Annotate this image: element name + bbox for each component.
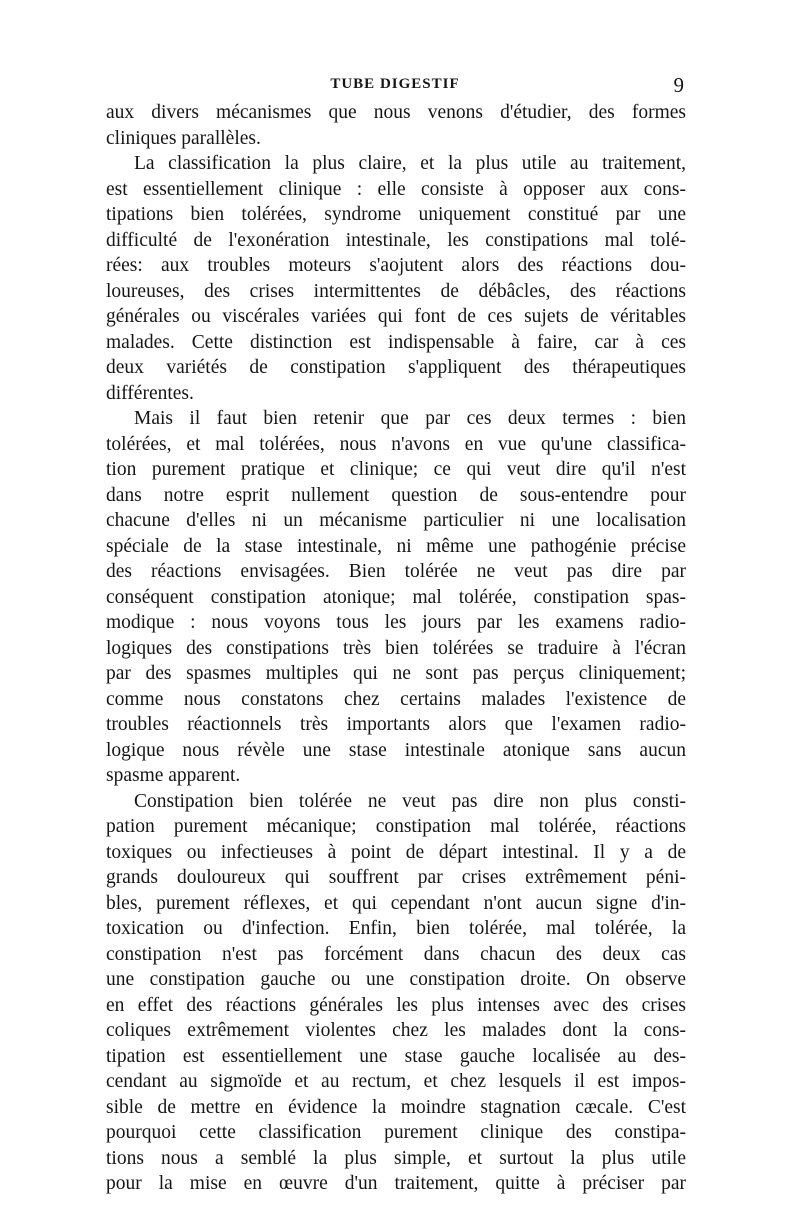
text-line: La classification la plus claire, et la plus utile au traitement,	[134, 153, 686, 174]
text-line: malades. Cette distinction est indispensable à faire, car à ces	[106, 331, 686, 353]
text-line: aux divers mécanismes que nous venons d'étudier, des formes	[106, 102, 686, 123]
text-line: constipation n'est pas forcément dans chacun des deux cas	[106, 943, 686, 965]
text-line: spasme apparent.	[106, 765, 241, 786]
text-line: est essentiellement clinique : elle consiste à opposer aux cons-	[106, 178, 686, 200]
text-line: différentes.	[106, 382, 194, 404]
text-line: bles, purement réflexes, et qui cependant n'ont aucun signe d'in-	[106, 892, 686, 914]
text-line: Mais il faut bien retenir que par ces deux termes : bien	[134, 408, 686, 429]
text-line: dans notre esprit nullement question de sous-entendre pour	[106, 484, 686, 506]
text-line: deux variétés de constipation s'appliquent des thérapeutiques	[106, 357, 686, 378]
text-line: conséquent constipation atonique; mal tolérée, constipation spas-	[106, 586, 686, 608]
text-line: chacune d'elles ni un mécanisme particulier ni une localisation	[106, 510, 686, 531]
text-line: logique nous révèle une stase intestinale atonique sans aucun	[106, 739, 686, 761]
text-line: cendant au sigmoïde et au rectum, et chez lesquels il est impos-	[106, 1071, 686, 1092]
text-line: toxiques ou infectieuses à point de départ intestinal. Il y a de	[106, 841, 686, 863]
text-line: en effet des réactions générales les plus intenses avec des crises	[106, 994, 686, 1016]
text-line: pour la mise en œuvre d'un traitement, quitte à préciser par	[106, 1173, 686, 1194]
text-line: pation purement mécanique; constipation mal tolérée, réactions	[106, 816, 686, 837]
text-line: Constipation bien tolérée ne veut pas dire non plus consti-	[134, 790, 686, 812]
text-line: tipations bien tolérées, syndrome uniquement constitué par une	[106, 204, 686, 225]
text-line: grands douloureux qui souffrent par crises extrêmement péni-	[106, 867, 686, 888]
text-line: sible de mettre en évidence la moindre stagnation cæcale. C'est	[106, 1096, 686, 1118]
text-line: modique : nous voyons tous les jours par les examens radio-	[106, 612, 686, 633]
text-line: tion purement pratique et clinique; ce qui veut dire qu'il n'est	[106, 459, 686, 480]
text-line: tions nous a semblé la plus simple, et surtout la plus utile	[106, 1147, 686, 1169]
text-line: pourquoi cette classification purement clinique des constipa-	[106, 1122, 686, 1143]
text-line: des réactions envisagées. Bien tolérée ne veut pas dire par	[106, 561, 686, 582]
text-line: comme nous constatons chez certains malades l'existence de	[106, 688, 686, 710]
text-line: spéciale de la stase intestinale, ni même une pathogénie précise	[106, 535, 686, 557]
running-title: TUBE DIGESTIF	[330, 76, 460, 92]
body-text	[106, 100, 686, 1197]
text-line: toxication ou d'infection. Enfin, bien tolérée, mal tolérée, la	[106, 918, 686, 939]
text-line: rées: aux troubles moteurs s'aojutent alors des réactions dou-	[106, 255, 686, 276]
running-header	[104, 74, 686, 98]
page-number: 9	[673, 73, 684, 97]
text-line: tolérées, et mal tolérées, nous n'avons en vue qu'une classifica-	[106, 433, 686, 455]
text-line: loureuses, des crises intermittentes de débâcles, des réactions	[106, 280, 686, 302]
text-line: tipation est essentiellement une stase gauche localisée au des-	[106, 1045, 686, 1067]
text-line: coliques extrêmement violentes chez les malades dont la cons-	[106, 1020, 686, 1041]
text-line: difficulté de l'exonération intestinale, les constipations mal tolé-	[106, 229, 686, 251]
text-line: une constipation gauche ou une constipation droite. On observe	[106, 969, 686, 990]
text-line: logiques des constipations très bien tolérées se traduire à l'écran	[106, 637, 686, 659]
text-line: cliniques parallèles.	[106, 127, 261, 149]
text-line: générales ou viscérales variées qui font de ces sujets de véritables	[106, 306, 686, 327]
text-line: par des spasmes multiples qui ne sont pas perçus cliniquement;	[106, 663, 686, 684]
text-line: troubles réactionnels très importants alors que l'examen radio-	[106, 714, 686, 735]
